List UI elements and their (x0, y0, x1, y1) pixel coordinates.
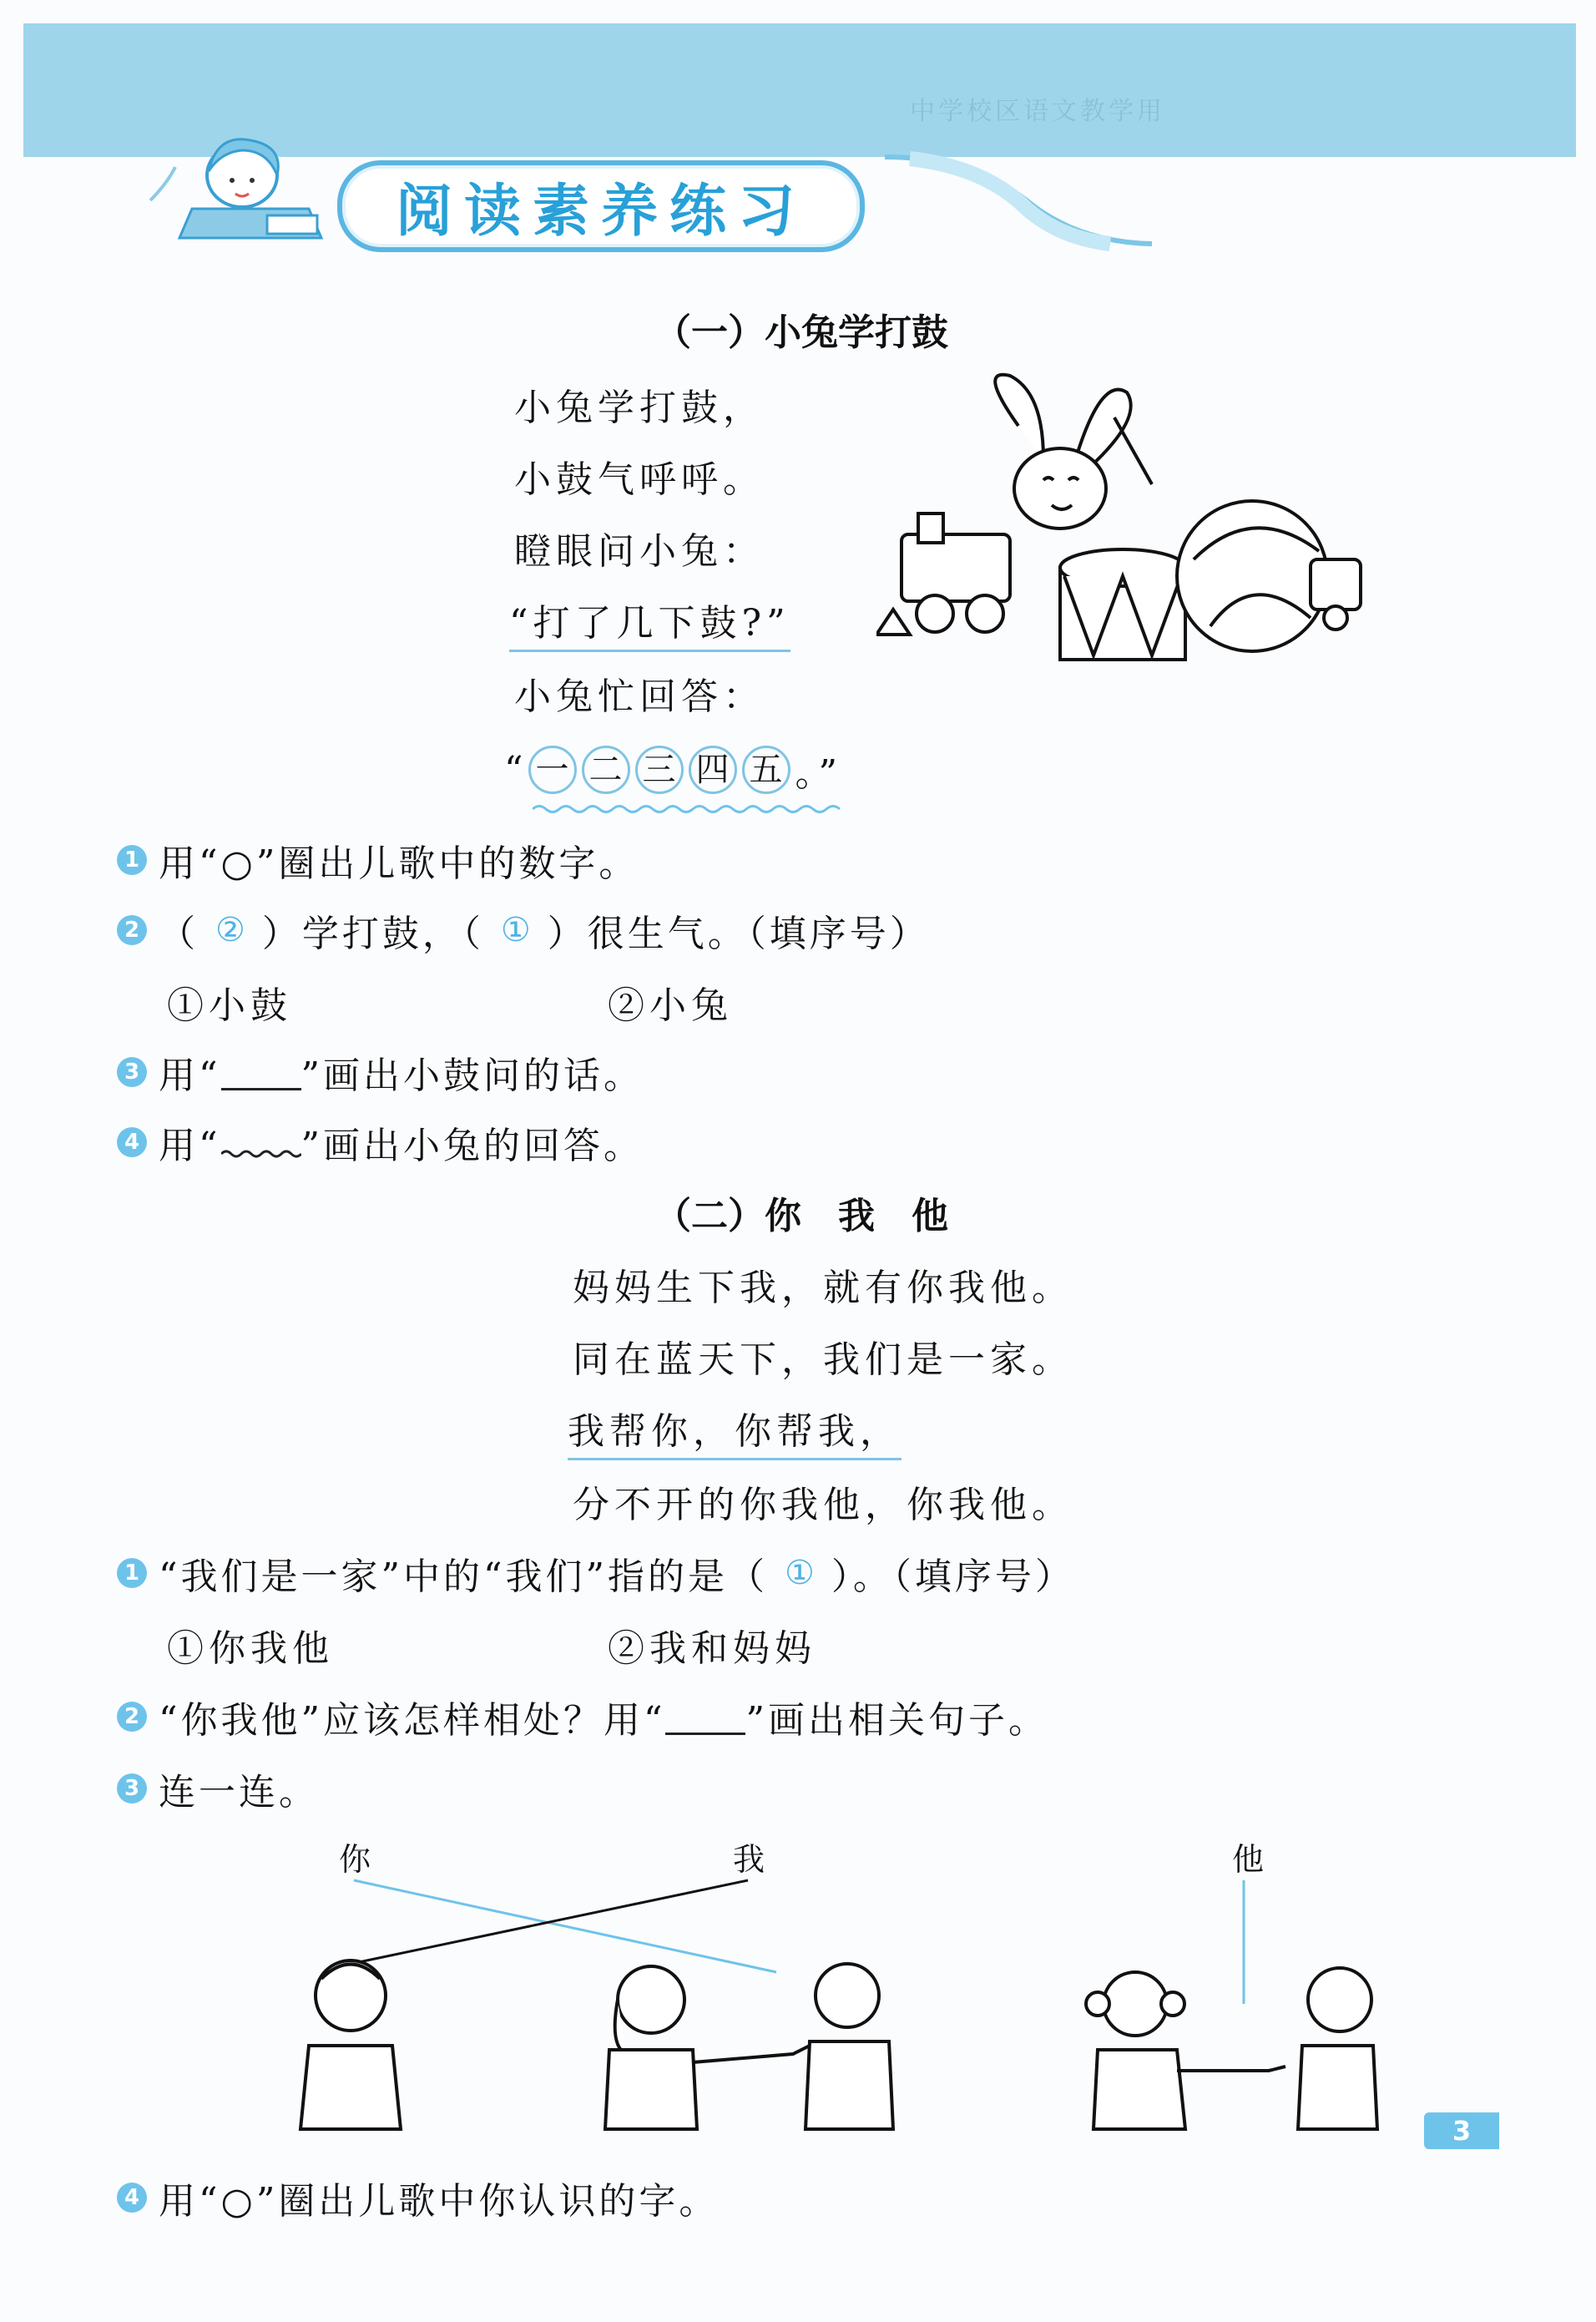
question-text: 用“○”圈出儿歌中你认识的字。 (159, 2180, 720, 2223)
s2-question-1 (117, 1546, 1075, 1600)
question-text: ）。（填序号） (831, 1556, 1075, 1598)
section2-title: （二）你 我 他 (654, 1195, 948, 1237)
s1-question-4 (117, 1115, 644, 1169)
children-illustration (275, 1954, 1427, 2154)
question-text: ）学打鼓，（ (261, 913, 484, 955)
question-text: ”画出小兔的回答。 (301, 1125, 644, 1167)
answer-2[interactable]: ① (500, 911, 531, 949)
poem1-line-4-underlined: “打了几下鼓?” (509, 593, 790, 652)
circled-digit: 一 (528, 746, 577, 794)
poem2-line-4: 分不开的你我他，你我他。 (573, 1484, 1073, 1526)
s1-q2-option-1: ①小鼓 (167, 984, 292, 1027)
question-text: 用“ (159, 1055, 221, 1097)
answer-1[interactable]: ② (215, 911, 245, 949)
s2-question-4 (117, 2171, 719, 2224)
poem1-line-3: 瞪眼问小兔： (514, 530, 765, 573)
s2-question-3 (117, 1762, 319, 1815)
section1-title: （一）小兔学打鼓 (654, 311, 948, 354)
match-label-ta[interactable]: 他 (1232, 1841, 1265, 1878)
question-text: ”画出小鼓问的话。 (301, 1055, 644, 1097)
poem1-line-2: 小鼓气呼呼。 (514, 458, 765, 501)
header-faint-text: 中学校区语文教学用 (910, 97, 1165, 126)
question-number-badge: 4 (117, 2183, 147, 2213)
question-number-badge: 3 (117, 1773, 147, 1803)
match-label-wo[interactable]: 我 (733, 1841, 765, 1878)
page-number: 3 (1424, 2112, 1499, 2149)
straight-line-sample (665, 1699, 745, 1735)
question-text: （ (159, 913, 199, 955)
open-quote: “ (504, 748, 528, 792)
question-text: “你我他”应该怎样相处？用“ (159, 1699, 666, 1742)
s2-q1-option-1: ①你我他 (167, 1627, 334, 1670)
poem1-line-6 (504, 743, 842, 797)
match-label-ni[interactable]: 你 (339, 1841, 371, 1878)
s2-q1-option-2: ②我和妈妈 (608, 1627, 816, 1670)
poem2-line-1: 妈妈生下我，就有你我他。 (573, 1267, 1073, 1309)
wavy-line-sample (221, 1126, 301, 1159)
wavy-underline (533, 803, 841, 815)
question-text: 连一连。 (159, 1771, 319, 1814)
s1-q2-option-2: ②小兔 (608, 984, 733, 1027)
question-text: ”画出相关句子。 (745, 1699, 1048, 1742)
question-text: ）很生气。（填序号） (547, 913, 930, 955)
question-number-badge: 3 (117, 1057, 147, 1087)
circled-digit: 四 (689, 746, 737, 794)
question-text: “我们是一家”中的“我们”指的是（ (159, 1556, 768, 1598)
circled-digit: 三 (635, 746, 684, 794)
reading-girl-illustration (142, 125, 342, 250)
circled-digit: 五 (742, 746, 790, 794)
question-number-badge: 2 (117, 1702, 147, 1732)
poem1-line-1: 小兔学打鼓， (514, 387, 765, 429)
page-header-title: 阅读素养练习 (337, 160, 865, 252)
s2-question-2 (117, 1690, 1048, 1743)
match-line-wo (359, 1880, 748, 1962)
s1-question-1 (117, 833, 639, 887)
question-number-badge: 1 (117, 845, 147, 875)
question-text: 用“○”圈出儿歌中的数字。 (159, 842, 639, 885)
question-number-badge: 4 (117, 1127, 147, 1157)
question-text: 用“ (159, 1125, 221, 1167)
poem2-line-2: 同在蓝天下，我们是一家。 (573, 1338, 1073, 1381)
s1-question-2 (117, 903, 930, 957)
poem1-line-5: 小兔忙回答： (514, 675, 765, 718)
question-number-badge: 1 (117, 1558, 147, 1588)
straight-line-sample (221, 1055, 301, 1090)
poem2-line-3-underlined: 我帮你，你帮我， (568, 1401, 902, 1460)
circled-digit: 二 (582, 746, 630, 794)
close-quote: 。” (795, 752, 842, 795)
rabbit-drum-illustration (876, 367, 1369, 676)
answer-1[interactable]: ① (784, 1554, 815, 1592)
s1-question-3 (117, 1045, 644, 1099)
question-number-badge: 2 (117, 915, 147, 945)
